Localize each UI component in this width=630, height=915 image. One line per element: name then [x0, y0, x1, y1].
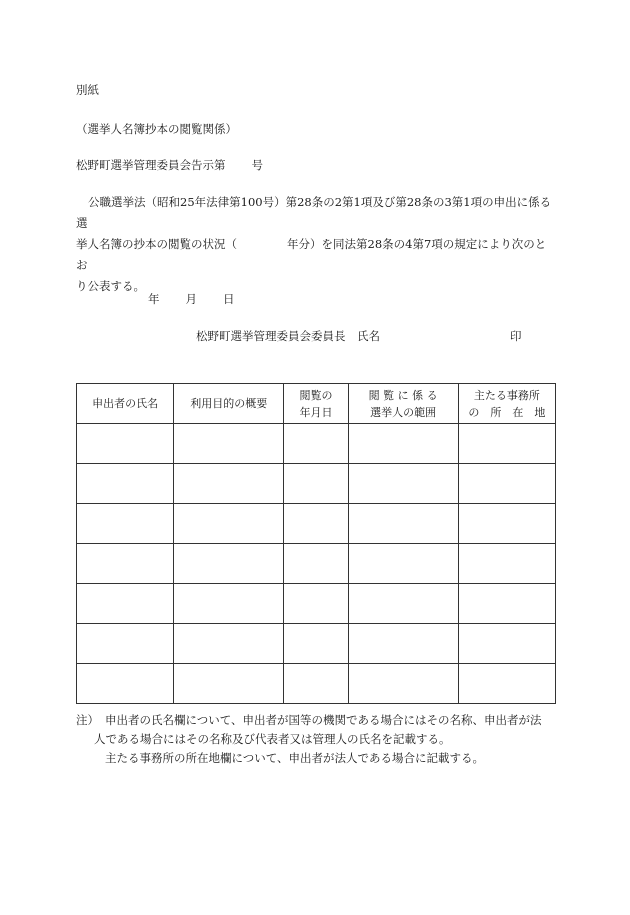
- table-cell[interactable]: [348, 464, 458, 504]
- body-line-2b: 年分）を同法第28条の4第7項の規定により次のとお: [76, 237, 547, 272]
- table-cell[interactable]: [458, 544, 555, 584]
- header-inspection-date: 閲覧の 年月日: [284, 384, 348, 424]
- body-line-1: 公職選挙法（昭和25年法律第100号）第28条の2第1項及び第28条の3第1項の申出に係る選: [76, 195, 552, 230]
- table-cell[interactable]: [284, 584, 348, 624]
- table-cell[interactable]: [348, 664, 458, 704]
- table-row: [77, 544, 556, 584]
- inspection-table: [76, 383, 556, 704]
- date-year: 年: [148, 292, 160, 306]
- table-body: [77, 424, 556, 704]
- table-cell[interactable]: [174, 464, 284, 504]
- table-cell[interactable]: [174, 664, 284, 704]
- annex-label: 別紙: [76, 83, 99, 97]
- header-office-address: 主たる事務所 の 所 在 地: [458, 384, 555, 424]
- notice-suffix: 号: [251, 158, 263, 172]
- note-label: 注）: [76, 713, 99, 727]
- date-line: [148, 294, 235, 306]
- body-line-2a: 挙人名簿の抄本の閲覧の状況（: [76, 237, 237, 251]
- signer-name-label: 氏名: [357, 329, 380, 343]
- table-cell[interactable]: [77, 504, 174, 544]
- table-cell[interactable]: [348, 424, 458, 464]
- table-cell[interactable]: [284, 624, 348, 664]
- table-cell[interactable]: [77, 584, 174, 624]
- table-row: [77, 464, 556, 504]
- note-line-2: 人である場合にはその名称及び代表者又は管理人の氏名を記載する。: [94, 732, 451, 746]
- table-cell[interactable]: [174, 544, 284, 584]
- signer-title: 松野町選挙管理委員会委員長: [196, 329, 346, 343]
- footnote: [76, 711, 558, 768]
- signature-line: [196, 331, 522, 343]
- table-cell[interactable]: [77, 424, 174, 464]
- table-cell[interactable]: [348, 624, 458, 664]
- notice-prefix: 松野町選挙管理委員会告示第: [76, 158, 226, 172]
- header-purpose: 利用目的の概要: [174, 384, 284, 424]
- table-cell[interactable]: [77, 544, 174, 584]
- table-cell[interactable]: [458, 504, 555, 544]
- table-cell[interactable]: [174, 504, 284, 544]
- table-cell[interactable]: [458, 464, 555, 504]
- header-voter-scope: 閲 覧 に 係 る 選挙人の範囲: [348, 384, 458, 424]
- notice-body: [76, 192, 556, 297]
- document-subject: （選挙人名簿抄本の閲覧関係）: [76, 122, 237, 136]
- table-cell[interactable]: [458, 664, 555, 704]
- table-cell[interactable]: [174, 424, 284, 464]
- notice-number-line: [76, 160, 263, 172]
- table-cell[interactable]: [458, 624, 555, 664]
- table-cell[interactable]: [284, 464, 348, 504]
- table-cell[interactable]: [284, 664, 348, 704]
- table-row: [77, 424, 556, 464]
- table-header-row: [77, 384, 556, 424]
- table-cell[interactable]: [348, 544, 458, 584]
- date-day: 日: [223, 292, 235, 306]
- table-cell[interactable]: [77, 464, 174, 504]
- table-cell[interactable]: [77, 664, 174, 704]
- table-row: [77, 624, 556, 664]
- body-line-3: り公表する。: [76, 279, 145, 293]
- seal-mark: 印: [510, 329, 522, 343]
- table-cell[interactable]: [348, 584, 458, 624]
- table-row: [77, 664, 556, 704]
- table-cell[interactable]: [458, 584, 555, 624]
- table-cell[interactable]: [77, 624, 174, 664]
- note-line-3: 主たる事務所の所在地欄について、申出者が法人である場合に記載する。: [105, 751, 485, 765]
- note-line-1: 申出者の氏名欄について、申出者が国等の機関である場合にはその名称、申出者が法: [105, 713, 542, 727]
- table-row: [77, 584, 556, 624]
- table-row: [77, 504, 556, 544]
- table-cell[interactable]: [174, 584, 284, 624]
- table-cell[interactable]: [348, 504, 458, 544]
- table-cell[interactable]: [284, 544, 348, 584]
- header-applicant-name: 申出者の氏名: [77, 384, 174, 424]
- table-cell[interactable]: [174, 624, 284, 664]
- table-cell[interactable]: [284, 504, 348, 544]
- date-month: 月: [185, 292, 197, 306]
- table-cell[interactable]: [458, 424, 555, 464]
- table-cell[interactable]: [284, 424, 348, 464]
